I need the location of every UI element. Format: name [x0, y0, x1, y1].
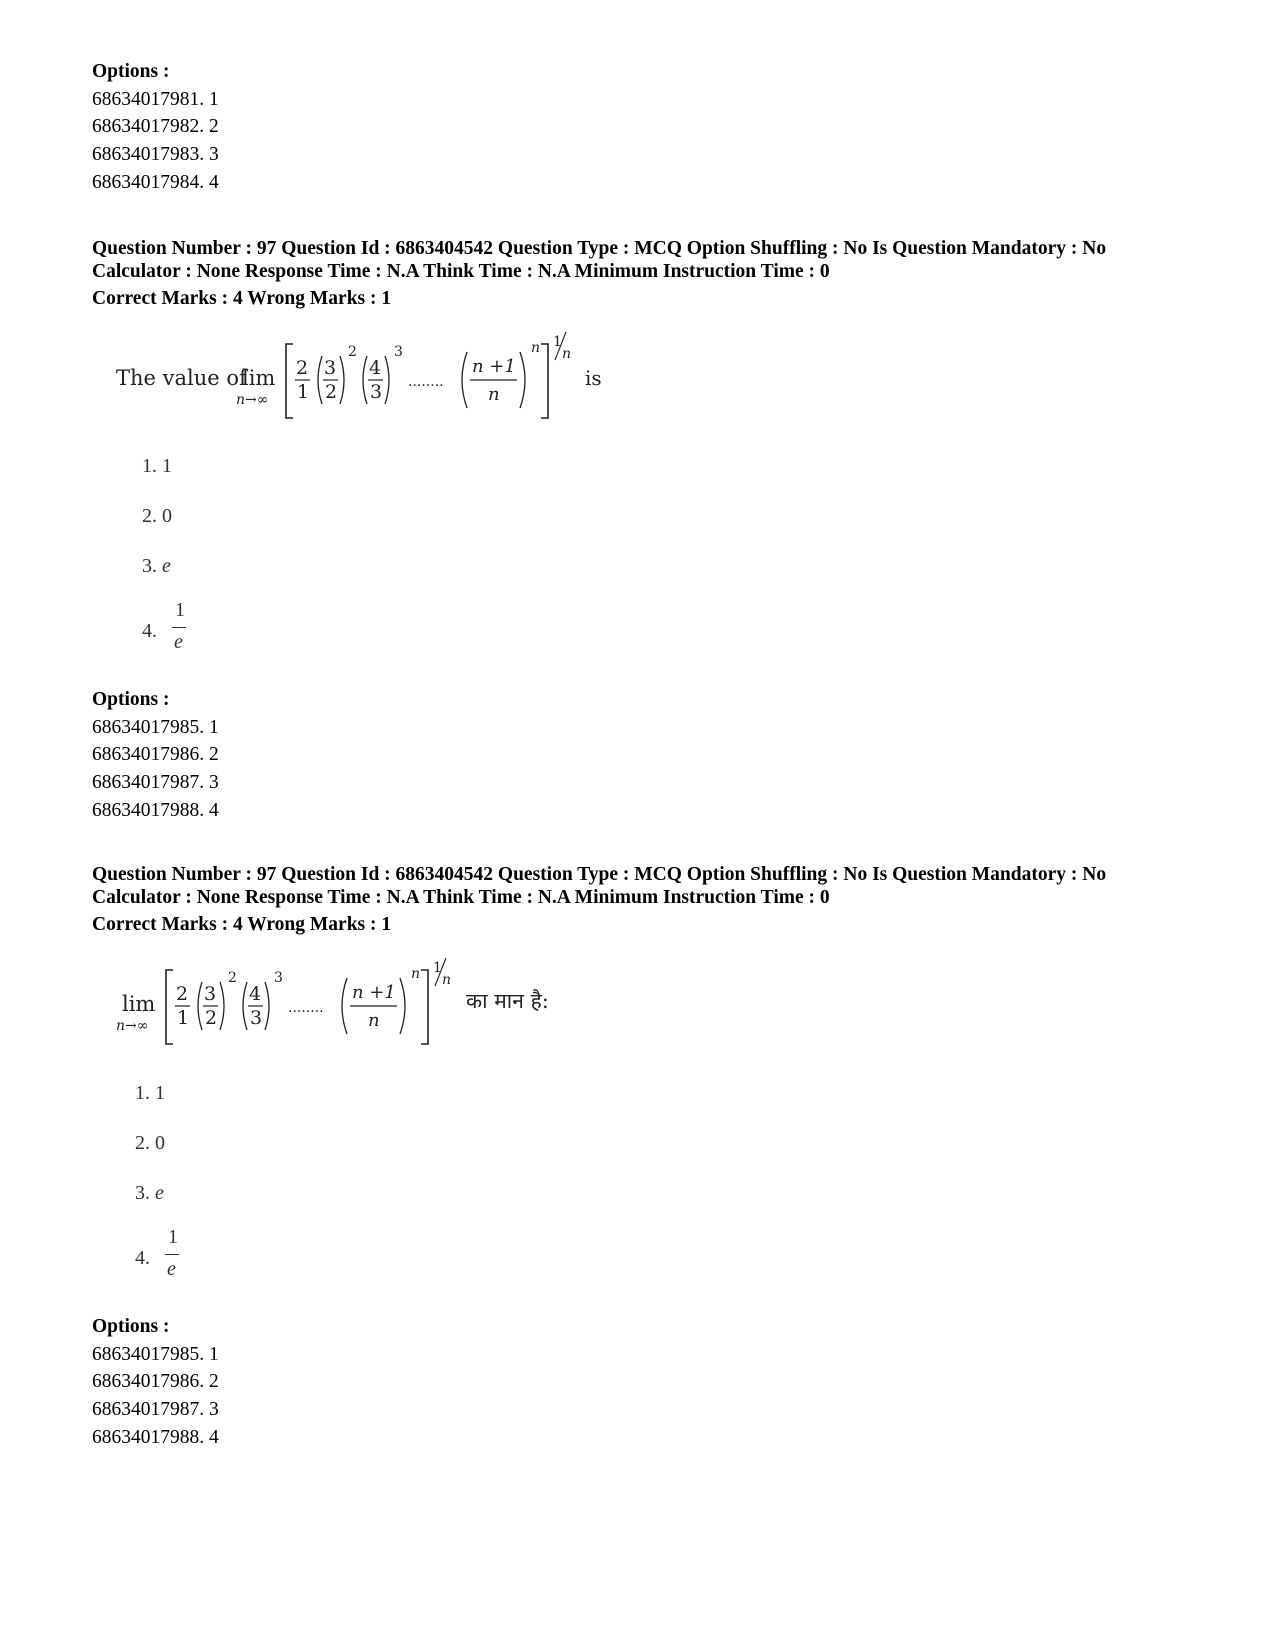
frac-num: 3: [204, 983, 217, 1005]
choice-frac-den: e: [174, 631, 183, 653]
choice-2: 2. 0: [135, 1132, 165, 1154]
option-line: 68634017983. 3: [92, 144, 219, 166]
option-line: 68634017986. 2: [92, 744, 219, 766]
frac-num: 2: [296, 357, 309, 379]
options-heading: Options :: [92, 1316, 170, 1337]
option-line: 68634017988. 4: [92, 1426, 219, 1448]
frac-den: 1: [297, 381, 310, 403]
lim-subscript: n→∞: [236, 392, 269, 408]
option-line: 68634017987. 3: [92, 772, 219, 794]
choice-frac-num: 1: [175, 599, 185, 621]
option-line: 68634017986. 2: [92, 1371, 219, 1393]
outer-exponent-den: n: [442, 972, 452, 988]
question-stem-image: [110, 330, 650, 430]
options-section: [92, 1313, 219, 1452]
options-heading: Options :: [92, 689, 170, 710]
frac-den: 3: [250, 1007, 263, 1029]
frac-den: 1: [177, 1007, 190, 1029]
frac-num: 4: [369, 357, 382, 379]
exponent: n: [531, 340, 541, 356]
question-meta-line2: Calculator : None Response Time : N.A Think Time : N.A Minimum Instruction Time : 0: [92, 886, 830, 908]
choice-frac-num: 1: [168, 1226, 178, 1248]
frac-den: n: [488, 384, 500, 405]
frac-den: 2: [205, 1007, 218, 1029]
lim-subscript: n→∞: [116, 1018, 149, 1034]
choice-2: 2. 0: [142, 505, 172, 527]
exponent: 3: [274, 970, 283, 986]
choice-number: 4.: [142, 620, 157, 642]
option-line: 68634017982. 2: [92, 116, 219, 138]
option-line: 68634017984. 4: [92, 171, 219, 193]
option-line: 68634017981. 1: [92, 88, 219, 110]
frac-num: n +1: [352, 982, 396, 1003]
frac-num: 2: [176, 983, 189, 1005]
frac-den: 3: [370, 381, 383, 403]
question-marks: Correct Marks : 4 Wrong Marks : 1: [92, 287, 392, 309]
question-marks: Correct Marks : 4 Wrong Marks : 1: [92, 913, 392, 935]
outer-exponent-den: n: [562, 346, 572, 362]
outer-exponent-num: 1: [433, 960, 442, 976]
options-section-top: [92, 58, 219, 197]
question-meta: [92, 238, 1106, 310]
choice-3: [142, 555, 171, 578]
question-meta: [92, 864, 1106, 936]
frac-num: n +1: [472, 356, 516, 377]
stem-suffix: का मान है:: [466, 989, 549, 1013]
choice-1: 1. 1: [135, 1082, 165, 1104]
exponent: n: [411, 966, 421, 982]
exponent: 2: [228, 970, 237, 986]
choice-number: 3.: [135, 1182, 150, 1204]
choice-number: 4.: [135, 1247, 150, 1269]
choice-variable: e: [162, 555, 171, 577]
stem-prefix: The value of: [116, 366, 247, 390]
outer-exponent-num: 1: [553, 334, 562, 350]
stem-suffix: is: [585, 366, 602, 390]
choice-number: 3.: [142, 555, 157, 577]
question-meta-line1: Question Number : 97 Question Id : 6863404542 Question Type : MCQ Option Shuffling : No Is Question Mandatory : No: [92, 864, 1107, 885]
options-heading: Options :: [92, 61, 170, 82]
options-section: [92, 686, 219, 825]
exponent: 3: [394, 344, 403, 360]
lim-label: lim: [242, 366, 276, 390]
choice-1: 1. 1: [142, 455, 172, 477]
ellipsis: ........: [288, 1000, 324, 1016]
option-line: 68634017985. 1: [92, 716, 219, 738]
exponent: 2: [348, 344, 357, 360]
choice-variable: e: [155, 1182, 164, 1204]
option-line: 68634017988. 4: [92, 799, 219, 821]
choice-3: [135, 1182, 164, 1205]
option-line: 68634017987. 3: [92, 1399, 219, 1421]
frac-den: n: [368, 1010, 380, 1031]
question-meta-line2: Calculator : None Response Time : N.A Think Time : N.A Minimum Instruction Time : 0: [92, 260, 830, 282]
frac-num: 4: [249, 983, 262, 1005]
option-line: 68634017985. 1: [92, 1343, 219, 1365]
lim-label: lim: [122, 992, 156, 1016]
ellipsis: ........: [408, 374, 444, 390]
choice-frac-den: e: [167, 1258, 176, 1280]
frac-den: 2: [325, 381, 338, 403]
question-meta-line1: Question Number : 97 Question Id : 6863404542 Question Type : MCQ Option Shuffling : No Is Question Mandatory : No: [92, 238, 1107, 259]
frac-num: 3: [324, 357, 337, 379]
question-stem-image: [110, 956, 590, 1056]
